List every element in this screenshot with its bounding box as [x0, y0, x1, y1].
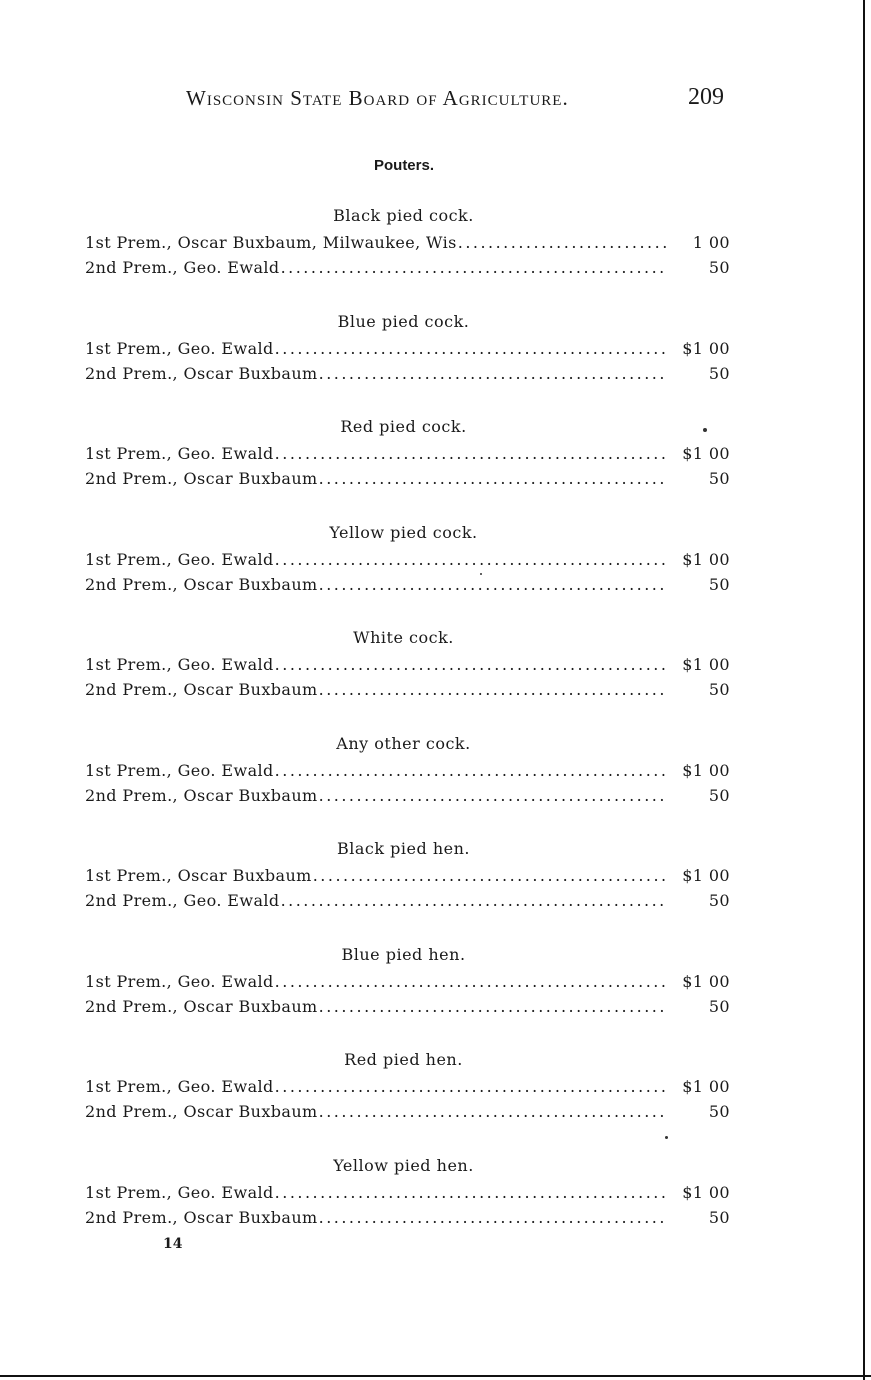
premium-label: 2nd Prem., Oscar Buxbaum — [85, 996, 318, 1016]
premium-label: 1st Prem., Geo. Ewald — [85, 1182, 274, 1202]
dot-leader — [275, 761, 668, 780]
premium-row — [85, 997, 730, 1019]
premium-label: 2nd Prem., Oscar Buxbaum — [85, 1207, 318, 1227]
premium-row — [85, 233, 730, 255]
premium-amount: 50 — [708, 996, 730, 1016]
premium-row — [85, 972, 730, 994]
premium-label: 1st Prem., Geo. Ewald — [85, 971, 274, 991]
premium-group — [85, 939, 730, 1045]
premium-row — [85, 1102, 730, 1124]
premium-label: 1st Prem., Oscar Buxbaum — [85, 866, 312, 885]
premium-label: 2nd Prem., Oscar Buxbaum — [85, 469, 318, 488]
premium-row — [85, 364, 730, 386]
dot-leader — [319, 364, 668, 383]
dot-leader — [319, 997, 668, 1016]
dot-leader — [319, 1208, 668, 1227]
dot-leader — [275, 972, 668, 991]
premium-row — [85, 761, 730, 783]
premium-amount: 50 — [708, 574, 730, 594]
premium-amount: $1 00 — [682, 971, 730, 991]
page-edge-bottom — [0, 1375, 871, 1377]
premium-row — [85, 891, 730, 913]
ink-speck — [480, 573, 482, 575]
premium-row — [85, 866, 730, 888]
signature-mark: 14 — [163, 1236, 183, 1252]
premium-amount: $1 00 — [682, 338, 730, 358]
page-number: 209 — [688, 84, 724, 110]
premium-amount: $1 00 — [682, 760, 730, 780]
dot-leader — [458, 233, 668, 252]
group-title: White cock. — [353, 628, 454, 647]
premium-row — [85, 444, 730, 466]
premium-amount: 50 — [708, 258, 730, 277]
premium-amount: 50 — [708, 1102, 730, 1121]
premium-amount: 50 — [708, 363, 730, 383]
premium-amount: 50 — [708, 891, 730, 910]
premium-amount: $1 00 — [682, 1077, 730, 1096]
premium-group — [85, 200, 730, 306]
group-title: Red pied hen. — [344, 1050, 463, 1069]
dot-leader — [275, 1183, 668, 1202]
running-head: Wisconsin State Board of Agriculture. — [186, 86, 569, 110]
premium-group — [85, 1044, 730, 1150]
dot-leader — [281, 258, 668, 277]
premium-label: 2nd Prem., Oscar Buxbaum — [85, 1102, 318, 1121]
dot-leader — [313, 866, 668, 885]
premium-label: 1st Prem., Geo. Ewald — [85, 760, 274, 780]
premium-row — [85, 1183, 730, 1205]
section-title: Pouters. — [373, 157, 434, 174]
premium-amount: $1 00 — [682, 444, 730, 463]
group-title: Black pied cock. — [333, 206, 474, 225]
premium-label: 1st Prem., Geo. Ewald — [85, 1077, 274, 1096]
premium-row — [85, 575, 730, 597]
premium-label: 2nd Prem., Oscar Buxbaum — [85, 363, 318, 383]
premium-row — [85, 1208, 730, 1230]
dot-leader — [275, 444, 668, 463]
premium-group — [85, 306, 730, 412]
dot-leader — [319, 786, 668, 805]
dot-leader — [275, 655, 668, 674]
premium-list — [85, 200, 730, 1255]
premium-amount: $1 00 — [682, 866, 730, 885]
premium-amount: $1 00 — [682, 1182, 730, 1202]
ink-speck — [665, 1136, 668, 1139]
premium-label: 2nd Prem., Geo. Ewald — [85, 258, 280, 277]
premium-label: 1st Prem., Oscar Buxbaum, Milwaukee, Wis — [85, 233, 457, 252]
premium-amount: 50 — [708, 469, 730, 488]
premium-row — [85, 469, 730, 491]
group-title: Red pied cock. — [340, 417, 467, 436]
premium-row — [85, 680, 730, 702]
premium-row — [85, 339, 730, 361]
premium-label: 2nd Prem., Oscar Buxbaum — [85, 680, 318, 699]
group-title: Yellow pied cock. — [329, 522, 478, 542]
premium-group — [85, 517, 730, 623]
premium-amount: $1 00 — [682, 655, 730, 674]
premium-amount: $1 00 — [682, 549, 730, 569]
premium-label: 2nd Prem., Oscar Buxbaum — [85, 574, 318, 594]
dot-leader — [275, 1077, 668, 1096]
dot-leader — [275, 339, 668, 358]
dot-leader — [319, 1102, 668, 1121]
premium-group — [85, 622, 730, 728]
premium-amount: 50 — [708, 785, 730, 805]
premium-amount: 50 — [708, 680, 730, 699]
group-title: Black pied hen. — [337, 839, 470, 858]
premium-row — [85, 258, 730, 280]
premium-row — [85, 1077, 730, 1099]
premium-group — [85, 833, 730, 939]
dot-leader — [281, 891, 668, 910]
group-title: Blue pied cock. — [337, 311, 470, 331]
premium-amount: 50 — [708, 1207, 730, 1227]
premium-row — [85, 786, 730, 808]
premium-label: 2nd Prem., Oscar Buxbaum — [85, 785, 318, 805]
group-title: Yellow pied hen. — [333, 1155, 474, 1175]
premium-label: 1st Prem., Geo. Ewald — [85, 655, 274, 674]
premium-label: 2nd Prem., Geo. Ewald — [85, 891, 280, 910]
premium-label: 1st Prem., Geo. Ewald — [85, 444, 274, 463]
dot-leader — [319, 469, 668, 488]
premium-group — [85, 728, 730, 834]
dot-leader — [319, 680, 668, 699]
group-title: Blue pied hen. — [341, 944, 466, 964]
premium-amount: 1 00 — [692, 233, 730, 252]
page-edge-right — [863, 0, 865, 1380]
premium-row — [85, 550, 730, 572]
ink-speck — [703, 428, 707, 432]
premium-label: 1st Prem., Geo. Ewald — [85, 338, 274, 358]
dot-leader — [319, 575, 668, 594]
group-title: Any other cock. — [336, 733, 471, 753]
premium-row — [85, 655, 730, 677]
dot-leader — [275, 550, 668, 569]
premium-group — [85, 411, 730, 517]
premium-label: 1st Prem., Geo. Ewald — [85, 549, 274, 569]
